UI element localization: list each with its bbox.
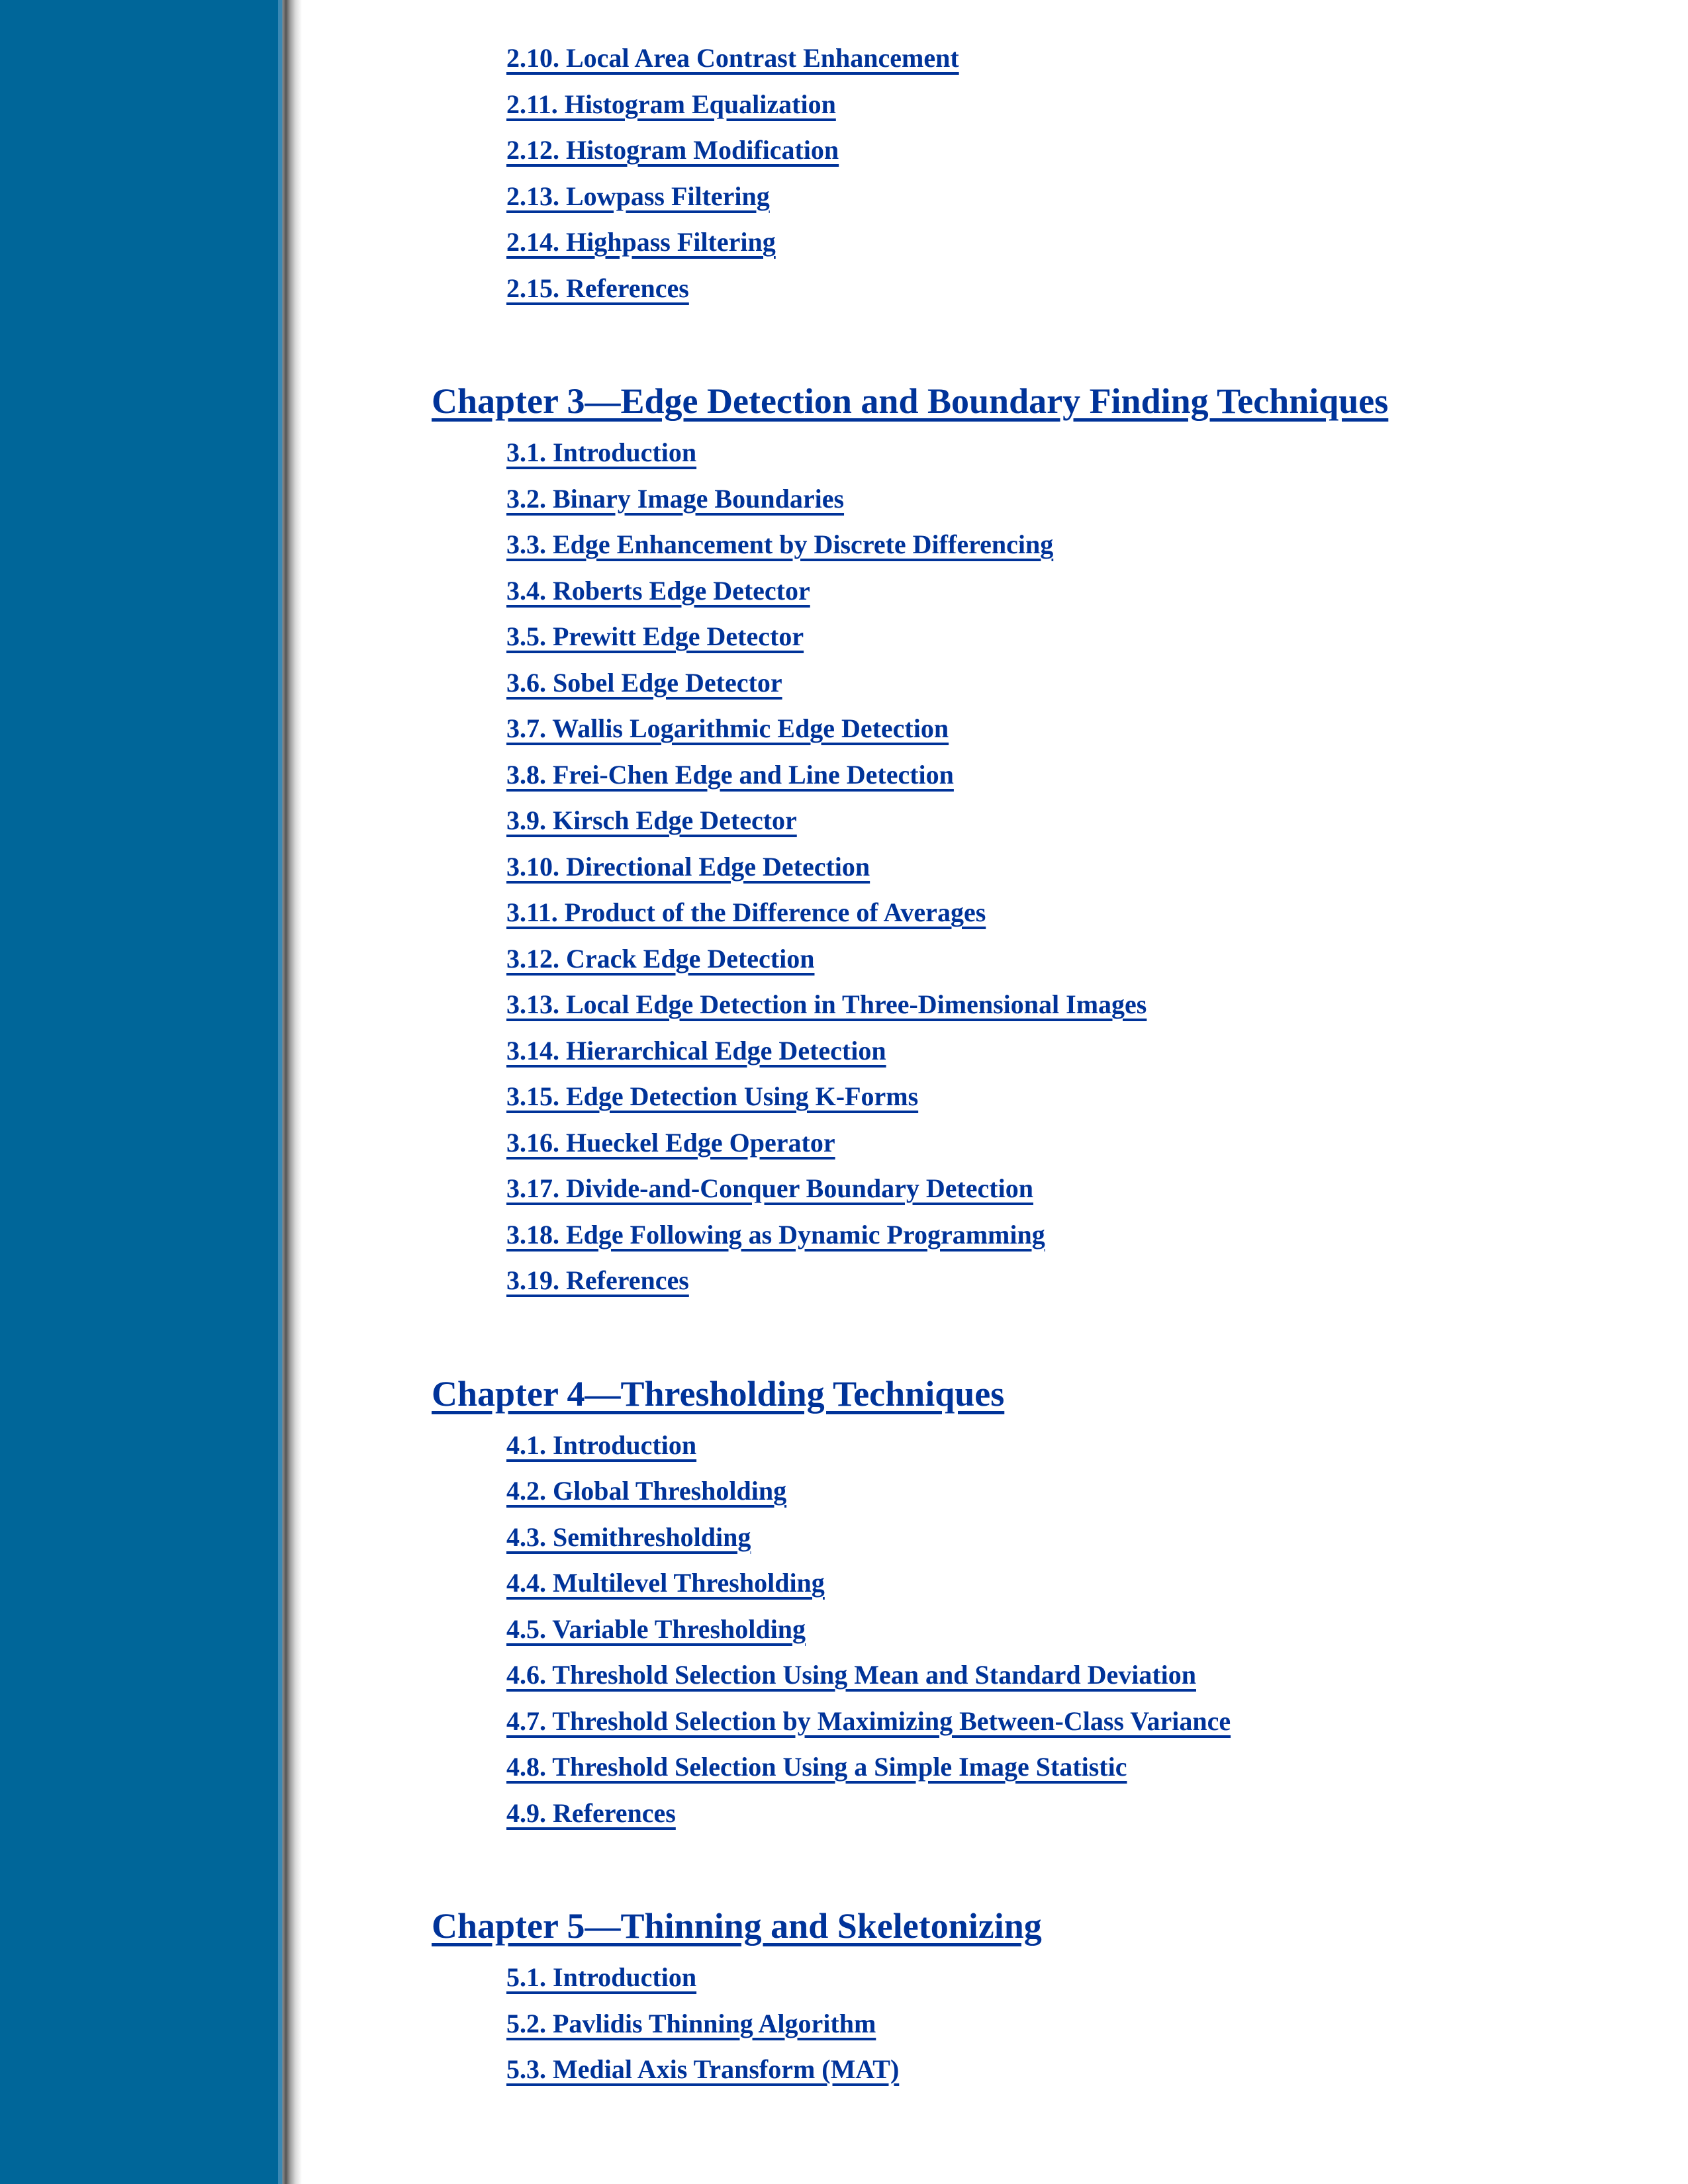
section-link[interactable]: 4.3. Semithresholding [506,1522,751,1552]
section-link[interactable]: 3.15. Edge Detection Using K-Forms [506,1081,919,1111]
section-link[interactable]: 3.2. Binary Image Boundaries [506,483,845,514]
toc-row [0,797,1688,844]
toc-row [0,522,1688,568]
toc-row [0,2001,1688,2047]
section-link[interactable]: 4.1. Introduction [506,1430,697,1460]
toc-row [0,35,1688,81]
section-link[interactable]: 3.1. Introduction [506,437,697,467]
toc-row [0,1744,1688,1790]
table-of-contents [0,35,1688,2093]
toc-row [0,1698,1688,1745]
section-link[interactable]: 3.9. Kirsch Edge Detector [506,805,797,835]
section-link[interactable]: 4.8. Threshold Selection Using a Simple Image Statistic [506,1752,1127,1782]
toc-row [0,889,1688,936]
toc-row [0,660,1688,706]
toc-row [0,752,1688,798]
section-link[interactable]: 4.9. References [506,1797,676,1828]
section-link[interactable]: 3.11. Product of the Difference of Averages [506,897,986,927]
chapter-link[interactable]: Chapter 3—Edge Detection and Boundary Finding Techniques [432,381,1389,421]
section-link[interactable]: 4.4. Multilevel Thresholding [506,1568,825,1598]
toc-row [0,1514,1688,1561]
section-link[interactable]: 2.12. Histogram Modification [506,135,839,165]
section-link[interactable]: 5.1. Introduction [506,1962,697,1992]
toc-row [0,2046,1688,2093]
section-link[interactable]: 4.2. Global Thresholding [506,1476,787,1506]
section-link[interactable]: 5.2. Pavlidis Thinning Algorithm [506,2008,876,2038]
chapter-link[interactable]: Chapter 4—Thresholding Techniques [432,1373,1005,1414]
toc-row [0,430,1688,476]
section-link[interactable]: 2.10. Local Area Contrast Enhancement [506,43,959,73]
section-link[interactable]: 3.18. Edge Following as Dynamic Programming [506,1219,1045,1250]
section-link[interactable]: 3.10. Directional Edge Detection [506,851,870,882]
section-link[interactable]: 3.12. Crack Edge Detection [506,943,815,974]
toc-row [0,705,1688,752]
toc-row [0,614,1688,660]
section-link[interactable]: 3.16. Hueckel Edge Operator [506,1127,835,1158]
section-link[interactable]: 3.14. Hierarchical Edge Detection [506,1035,886,1066]
toc-row [0,1954,1688,2001]
toc-row [0,1165,1688,1212]
chapter-heading-row [0,376,1688,427]
section-link[interactable]: 3.6. Sobel Edge Detector [506,667,782,698]
section-link[interactable]: 3.17. Divide-and-Conquer Boundary Detection [506,1173,1033,1203]
toc-row [0,1606,1688,1653]
toc-row [0,1073,1688,1120]
toc-row [0,1790,1688,1837]
toc-row [0,844,1688,890]
section-link[interactable]: 3.5. Prewitt Edge Detector [506,621,804,651]
toc-row [0,1212,1688,1258]
toc-row [0,1120,1688,1166]
chapter-heading-row [0,1901,1688,1952]
section-link[interactable]: 2.11. Histogram Equalization [506,89,836,119]
section-link[interactable]: 2.14. Highpass Filtering [506,227,776,257]
toc-row [0,1028,1688,1074]
toc-row [0,476,1688,522]
toc-row [0,936,1688,982]
toc-row [0,127,1688,173]
toc-row [0,81,1688,128]
toc-row [0,219,1688,265]
section-link[interactable]: 3.4. Roberts Edge Detector [506,575,810,606]
section-link[interactable]: 4.7. Threshold Selection by Maximizing Between-Class Variance [506,1706,1231,1736]
toc-row [0,265,1688,312]
section-link[interactable]: 4.5. Variable Thresholding [506,1614,806,1644]
toc-row [0,1560,1688,1606]
toc-row [0,1468,1688,1514]
toc-row [0,981,1688,1028]
chapter-heading-row [0,1369,1688,1420]
section-link[interactable]: 3.13. Local Edge Detection in Three-Dimensional Images [506,989,1147,1019]
section-link[interactable]: 2.15. References [506,273,689,303]
section-link[interactable]: 4.6. Threshold Selection Using Mean and Standard Deviation [506,1660,1197,1690]
toc-row [0,173,1688,220]
toc-row [0,1652,1688,1698]
toc-row [0,1257,1688,1304]
section-link[interactable]: 2.13. Lowpass Filtering [506,181,770,211]
section-link[interactable]: 3.19. References [506,1265,689,1295]
chapter-link[interactable]: Chapter 5—Thinning and Skeletonizing [432,1906,1042,1946]
toc-row [0,1422,1688,1469]
section-link[interactable]: 5.3. Medial Axis Transform (MAT) [506,2054,900,2084]
section-link[interactable]: 3.3. Edge Enhancement by Discrete Differencing [506,529,1054,559]
section-link[interactable]: 3.8. Frei-Chen Edge and Line Detection [506,759,954,790]
toc-row [0,568,1688,614]
section-link[interactable]: 3.7. Wallis Logarithmic Edge Detection [506,713,949,743]
